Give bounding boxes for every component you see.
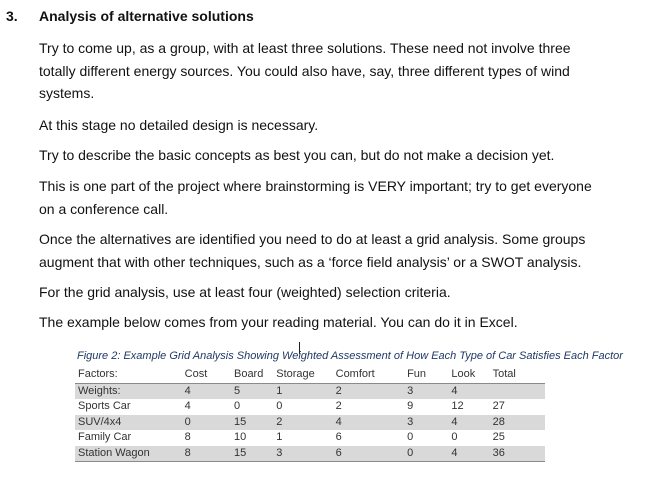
table-cell: 4	[334, 415, 405, 431]
table-cell: 4	[183, 383, 232, 399]
table-cell: 2	[335, 400, 342, 413]
section-number: 3.	[6, 8, 18, 24]
table-cell: 3	[405, 415, 449, 431]
table-cell: 28	[491, 415, 545, 431]
header-cell: Comfort	[334, 367, 405, 383]
table-cell: Weights:	[75, 383, 183, 399]
table-cell: 0	[233, 400, 241, 413]
grid-analysis-table	[75, 367, 545, 462]
table-cell: 1	[274, 383, 333, 399]
table-cell: 6	[334, 446, 405, 462]
table-cell: 3	[274, 446, 333, 462]
table-cell: SUV/4x4	[75, 415, 183, 431]
text-line: This is one part of the project where brainstorming is VERY important; try to get everyone	[39, 178, 592, 194]
table-cell: 5	[232, 383, 274, 399]
table-cell: 0	[183, 415, 232, 431]
header-cell: Look	[449, 367, 490, 383]
table-cell: 25	[492, 431, 505, 444]
paragraph-selection-criteria	[39, 281, 639, 304]
section-title: Analysis of alternative solutions	[39, 8, 254, 24]
text-line: For the grid analysis, use at least four (weighted) selection criteria.	[39, 284, 451, 300]
header-cell: Fun	[405, 367, 449, 383]
table-cell: 15	[232, 446, 274, 462]
text-line: Once the alternatives are identified you need to do at least a grid analysis. Some groups	[39, 231, 586, 247]
paragraph-solutions	[39, 37, 639, 105]
paragraph-detailed-design	[39, 114, 639, 137]
header-cell: Storage	[274, 367, 333, 383]
table-cell: 0	[451, 431, 458, 444]
table-cell: 3	[405, 383, 449, 399]
text-line: on a conference call.	[39, 200, 169, 217]
paragraph-brainstorming	[39, 175, 639, 220]
paragraph-grid-analysis	[39, 228, 639, 273]
table-cell: 9	[407, 400, 414, 413]
table-cell: 12	[451, 400, 464, 413]
table-row	[75, 399, 545, 415]
table-cell: 8	[184, 431, 191, 444]
table-row	[75, 415, 545, 431]
header-cell: Cost	[183, 367, 232, 383]
header-cell: Factors:	[75, 367, 183, 383]
table-row	[75, 430, 545, 446]
text-line: augment that with other techniques, such as a ‘force field analysis’ or a SWOT analysis.	[39, 253, 582, 270]
section-heading	[6, 8, 254, 24]
table-cell: 0	[276, 400, 283, 413]
table-row	[75, 383, 545, 399]
text-line: At this stage no detailed design is necessary.	[39, 117, 319, 133]
text-line: Try to come up, as a group, with at least three solutions. These need not involve three	[39, 40, 571, 56]
figure-caption: Figure 2: Example Grid Analysis Showing Weighted Assessment of How Each Type of Car Satisfies Each Factor	[77, 350, 623, 362]
table-cell: 2	[334, 383, 405, 399]
table-cell: 15	[232, 415, 274, 431]
table-cell: Sports Car	[78, 400, 131, 413]
table-cell: 4	[449, 415, 490, 431]
table-cell: 36	[491, 446, 545, 462]
table-cell: 4	[449, 383, 490, 399]
table-cell: 6	[335, 431, 342, 444]
table-cell: 4	[449, 446, 490, 462]
paragraph-describe-concepts	[39, 144, 639, 167]
table-cell: 2	[274, 415, 333, 431]
text-line: totally different energy sources. You could also have, say, three different types of wind	[39, 62, 570, 79]
text-line: systems.	[39, 85, 95, 101]
text-line: The example below comes from your reading material. You can do it in Excel.	[39, 314, 518, 330]
table-cell	[491, 383, 545, 399]
header-cell: Board	[232, 367, 274, 383]
header-cell: Total	[491, 367, 545, 383]
table-cell: 8	[183, 446, 232, 462]
table-cell: 1	[276, 431, 283, 444]
table-cell: Family Car	[78, 431, 132, 444]
table-row	[75, 446, 545, 462]
table-cell: Station Wagon	[75, 446, 183, 462]
table-cell: 0	[407, 431, 414, 444]
table-cell: 0	[405, 446, 449, 462]
table-cell: 10	[233, 431, 247, 444]
text-line: Try to describe the basic concepts as best you can, but do not make a decision yet.	[39, 147, 555, 163]
table-cell: 4	[184, 400, 191, 413]
table-cell: 27	[492, 400, 505, 413]
table-header-row	[75, 367, 545, 383]
paragraph-example-excel	[39, 311, 639, 334]
